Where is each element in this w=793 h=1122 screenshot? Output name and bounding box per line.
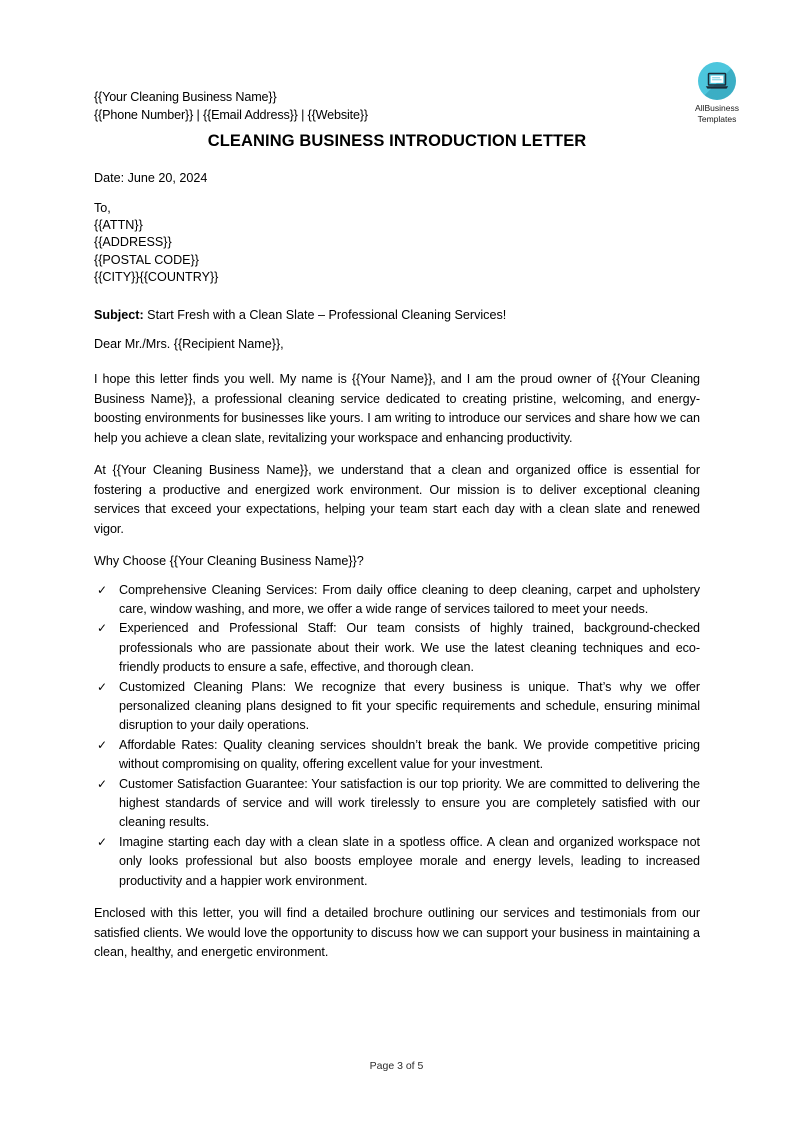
list-item — [94, 833, 700, 891]
check-icon: ✓ — [97, 679, 108, 694]
why-choose-line: Why Choose {{Your Cleaning Business Name}}? — [94, 554, 364, 568]
date-line: Date: June 20, 2024 — [94, 171, 208, 185]
list-item — [94, 775, 700, 833]
check-icon: ✓ — [97, 834, 108, 849]
subject-line — [94, 307, 506, 324]
logo-caption-line-1: AllBusiness — [695, 103, 739, 113]
closing-paragraph: Enclosed with this letter, you will find a detailed brochure outlining our services and testimonials from our satisfied clients. We would love the opportunity to discuss how we can support your business in maintaining a clean, healthy, and energetic environment. — [94, 906, 700, 959]
letterhead-contact-line: {{Phone Number}} | {{Email Address}} | {{Website}} — [94, 107, 368, 122]
check-icon: ✓ — [97, 776, 108, 791]
list-item-text: Customized Cleaning Plans: We recognize that every business is unique. That’s why we offer personalized cleaning plans designed to fit your specific requirements and schedule, ensuring minimal disruption to your daily operations. — [119, 679, 700, 733]
list-item-text: Comprehensive Cleaning Services: From daily office cleaning to deep cleaning, carpet and upholstery care, window washing, and more, we offer a wide range of services tailored to meet your needs. — [119, 582, 700, 616]
list-item-text: Customer Satisfaction Guarantee: Your satisfaction is our top priority. We are committed to delivering the highest standards of service and will work tirelessly to ensure you are completely satisfied with our cleaning results. — [119, 776, 700, 830]
body-paragraph-2: At {{Your Cleaning Business Name}}, we understand that a clean and organized office is essential for fostering a productive and energized work environment. Our mission is to deliver exceptional cleaning services that exceed your expectations, helping your team start each day with a clean slate and renewed vigor. — [94, 463, 700, 536]
check-icon: ✓ — [97, 737, 108, 752]
check-icon: ✓ — [97, 582, 108, 597]
recipient-address-block — [94, 200, 218, 286]
list-item — [94, 619, 700, 677]
recipient-postal-code: {{POSTAL CODE}} — [94, 252, 199, 267]
list-item-text: Imagine starting each day with a clean slate in a spotless office. A clean and organized workspace not only looks professional but also boosts employee morale and energy levels, leading to increased productivity and a happier work environment. — [119, 834, 700, 888]
list-item — [94, 678, 700, 736]
page-footer — [0, 1060, 793, 1072]
subject-text: Start Fresh with a Clean Slate – Professional Cleaning Services! — [143, 308, 507, 322]
page-title: CLEANING BUSINESS INTRODUCTION LETTER — [207, 132, 587, 150]
subject-label: Subject: — [94, 308, 144, 322]
list-item — [94, 581, 700, 620]
recipient-to-label: To, — [94, 201, 111, 215]
laptop-icon — [705, 72, 729, 90]
letter-body — [94, 370, 700, 976]
list-item — [94, 736, 700, 775]
body-paragraph-1: I hope this letter finds you well. My name is {{Your Name}}, and I am the proud owner of {{Your Cleaning Business Name}}, a professional cleaning service dedicated to creating pristine, welcoming, and energy-boosting environments for businesses like yours. I am writing to introduce our services and share how we can help you achieve a clean slate, revitalizing your workspace and enhancing productivity. — [94, 372, 700, 445]
recipient-attn: {{ATTN}} — [94, 218, 143, 233]
page-number: Page 3 of 5 — [369, 1060, 424, 1072]
letterhead — [94, 89, 700, 124]
check-icon: ✓ — [97, 621, 108, 636]
logo-caption-line-2: Templates — [697, 113, 737, 124]
salutation: Dear Mr./Mrs. {{Recipient Name}}, — [94, 337, 284, 351]
list-item-text: Experienced and Professional Staff: Our team consists of highly trained, background-checked professionals who are passionate about their work. We use the latest cleaning techniques and eco-friendly products to ensure a safe, effective, and thorough clean. — [119, 621, 700, 675]
list-item-text: Affordable Rates: Quality cleaning services shouldn’t break the bank. We provide competitive pricing without compromising on quality, offering excellent value for your investment. — [119, 737, 700, 772]
benefits-list — [94, 581, 700, 892]
recipient-city-country: {{CITY}}{{COUNTRY}} — [94, 269, 219, 284]
logo-circle — [698, 62, 736, 100]
letterhead-business-name: {{Your Cleaning Business Name}} — [94, 90, 277, 104]
recipient-address: {{ADDRESS}} — [94, 235, 172, 250]
